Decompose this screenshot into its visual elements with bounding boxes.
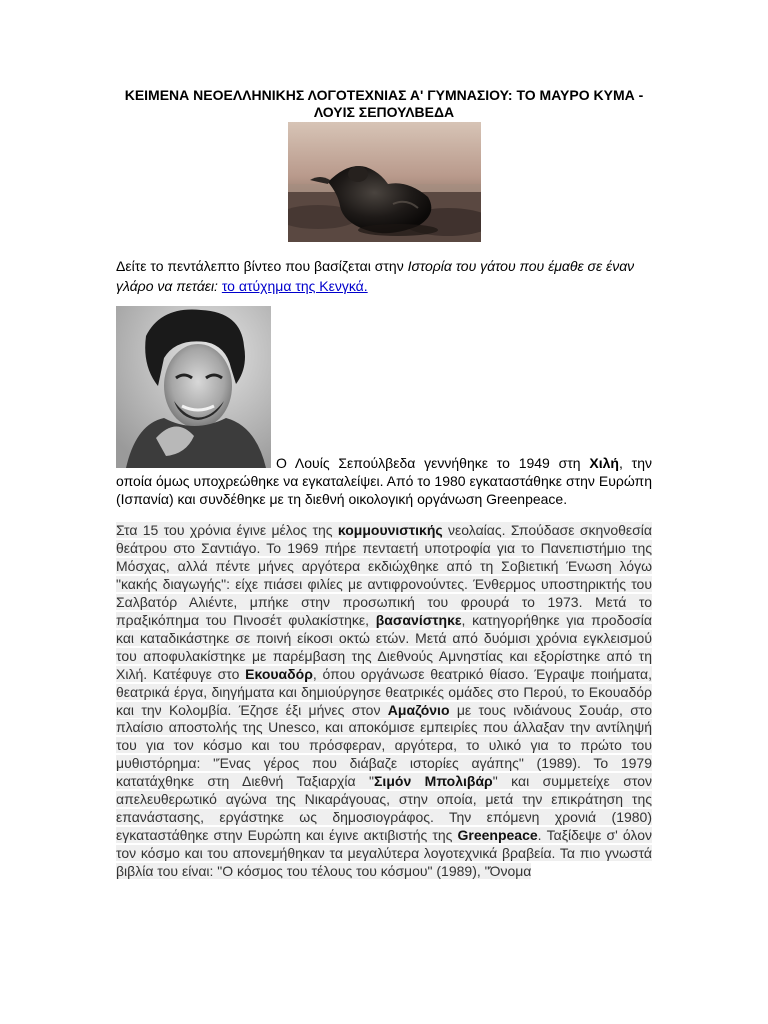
video-link[interactable]: το ατύχημα της Κενγκά. bbox=[221, 278, 368, 294]
bio-bolivar-bold: Σιμόν Μπολιβάρ bbox=[374, 773, 493, 790]
bio-text-2: , την οποία όμως υποχρεώθηκε να εγκαταλείψει. Από το 1980 εγκαταστάθηκε στην Ευρώπη (Ισπανία) και συνδέθηκε με τη διεθνή οικολογική οργάνωση Greenpeace. bbox=[116, 455, 652, 507]
bio-ecuador-bold: Εκουαδόρ bbox=[245, 665, 313, 682]
oil-bird-photo bbox=[288, 122, 481, 242]
intro-text: Δείτε το πεντάλεπτο βίντεο που βασίζεται στην bbox=[116, 258, 408, 274]
author-portrait-image bbox=[116, 306, 271, 468]
bio-details-text-4: , όπου οργάνωσε θεατρικό θίασο. Έγραψε ποιήματα, θεατρικά έργα, διηγήματα και δημιούργησε θεατρικές ομάδες στο Περού, το Εκουαδόρ και την Κολομβία. Έζησε έξι μήνες στον bbox=[116, 665, 652, 718]
bio-tortured-bold: βασανίστηκε bbox=[375, 611, 462, 628]
bio-details-text-6: " και συμμετείχε στον απελευθερωτικό αγώνα της Νικαράγουας, στην οποία, μετά την επικράτηση της επανάστασης, εργάστηκε ως δημοσιογράφος. Την επόμενη χρονιά (1980) εγκαταστάθηκε στην Ευρώπη και έγινε ακτιβιστής της bbox=[116, 773, 652, 844]
bio-country-chile: Χιλή bbox=[589, 455, 619, 471]
bio-details-text-2: νεολαίας. Σπούδασε σκηνοθεσία θεάτρου στο Σαντιάγο. Το 1969 πήρε πενταετή υποτροφία για το Πανεπιστήμιο της Μόσχας, αλλά πέντε μήνες αργότερα εκδιώχθηκε από τη Σοβιετική Ένωση λόγω "κακής διαγωγής": είχε πιάσει φιλίες με αντιφρονούντες. Ένθερμος υποστηρικτής του Σαλβατόρ Αλιέντε, μπήκε στην προσωπική του φρουρά το 1973. Μετά το πραξικόπημα του Πινοσέτ φυλακίστηκε, bbox=[116, 522, 652, 628]
biography-intro bbox=[116, 454, 652, 508]
intro-book-title: Ιστορία του γάτου που έμαθε σε έναν γλάρο να πετάει: bbox=[116, 258, 635, 294]
bio-details-text-3: , κατηγορήθηκε για προδοσία και καταδικάστηκε σε ποινή είκοσι οκτώ ετών. Μετά από δυόμισι χρόνια εγκλεισμού του αποφυλακίστηκε με παρέμβαση της Διεθνούς Αμνηστίας και εξορίστηκε από τη Χιλή. Κατέφυγε στο bbox=[116, 611, 652, 682]
biography-details bbox=[116, 522, 652, 881]
bio-greenpeace-bold: Greenpeace bbox=[457, 827, 538, 844]
bio-details-text-5: με τους ινδιάνους Σουάρ, στο πλαίσιο αποστολής της Unesco, και αποκόμισε εμπειρίες που άλλαξαν την αντίληψή του για τον κόσμο και του πρόσφεραν, αργότερα, το υλικό για το πρώτο του μυθιστόρημα: "Ένας γέρος που διάβαζε ιστορίες αγάπης" (1989). Το 1979 κατατάχθηκε στη Διεθνή Ταξιαρχία " bbox=[116, 701, 652, 790]
author-portrait bbox=[116, 306, 271, 468]
bio-communist-bold: κομμουνιστικής bbox=[337, 522, 443, 538]
intro-paragraph bbox=[116, 256, 656, 296]
bio-text-1: Ο Λουίς Σεπούλβεδα γεννήθηκε το 1949 στη bbox=[276, 455, 590, 471]
page-title: ΚΕΙΜΕΝΑ ΝΕΟΕΛΛΗΝΙΚΗΣ ΛΟΓΟΤΕΧΝΙΑΣ Α' ΓΥΜΝΑΣΙΟΥ: ΤΟ ΜΑΥΡΟ ΚΥΜΑ - ΛΟΥΙΣ ΣΕΠΟΥΛΒΕΔΑ bbox=[124, 87, 644, 120]
bio-amazon-bold: Αμαζόνιο bbox=[387, 701, 450, 718]
bio-details-text-1: Στα 15 του χρόνια έγινε μέλος της bbox=[116, 522, 338, 538]
bio-details-text-7: . Ταξίδεψε σ' όλον τον κόσμο και του απονεμήθηκαν τα μεγαλύτερα λογοτεχνικά βραβεία. Τα πιο γνωστά βιβλία του είναι: "Ο κόσμος του τέλους του κόσμου" (1989), "Όνομα bbox=[116, 827, 652, 880]
oil-bird-image bbox=[288, 122, 481, 242]
